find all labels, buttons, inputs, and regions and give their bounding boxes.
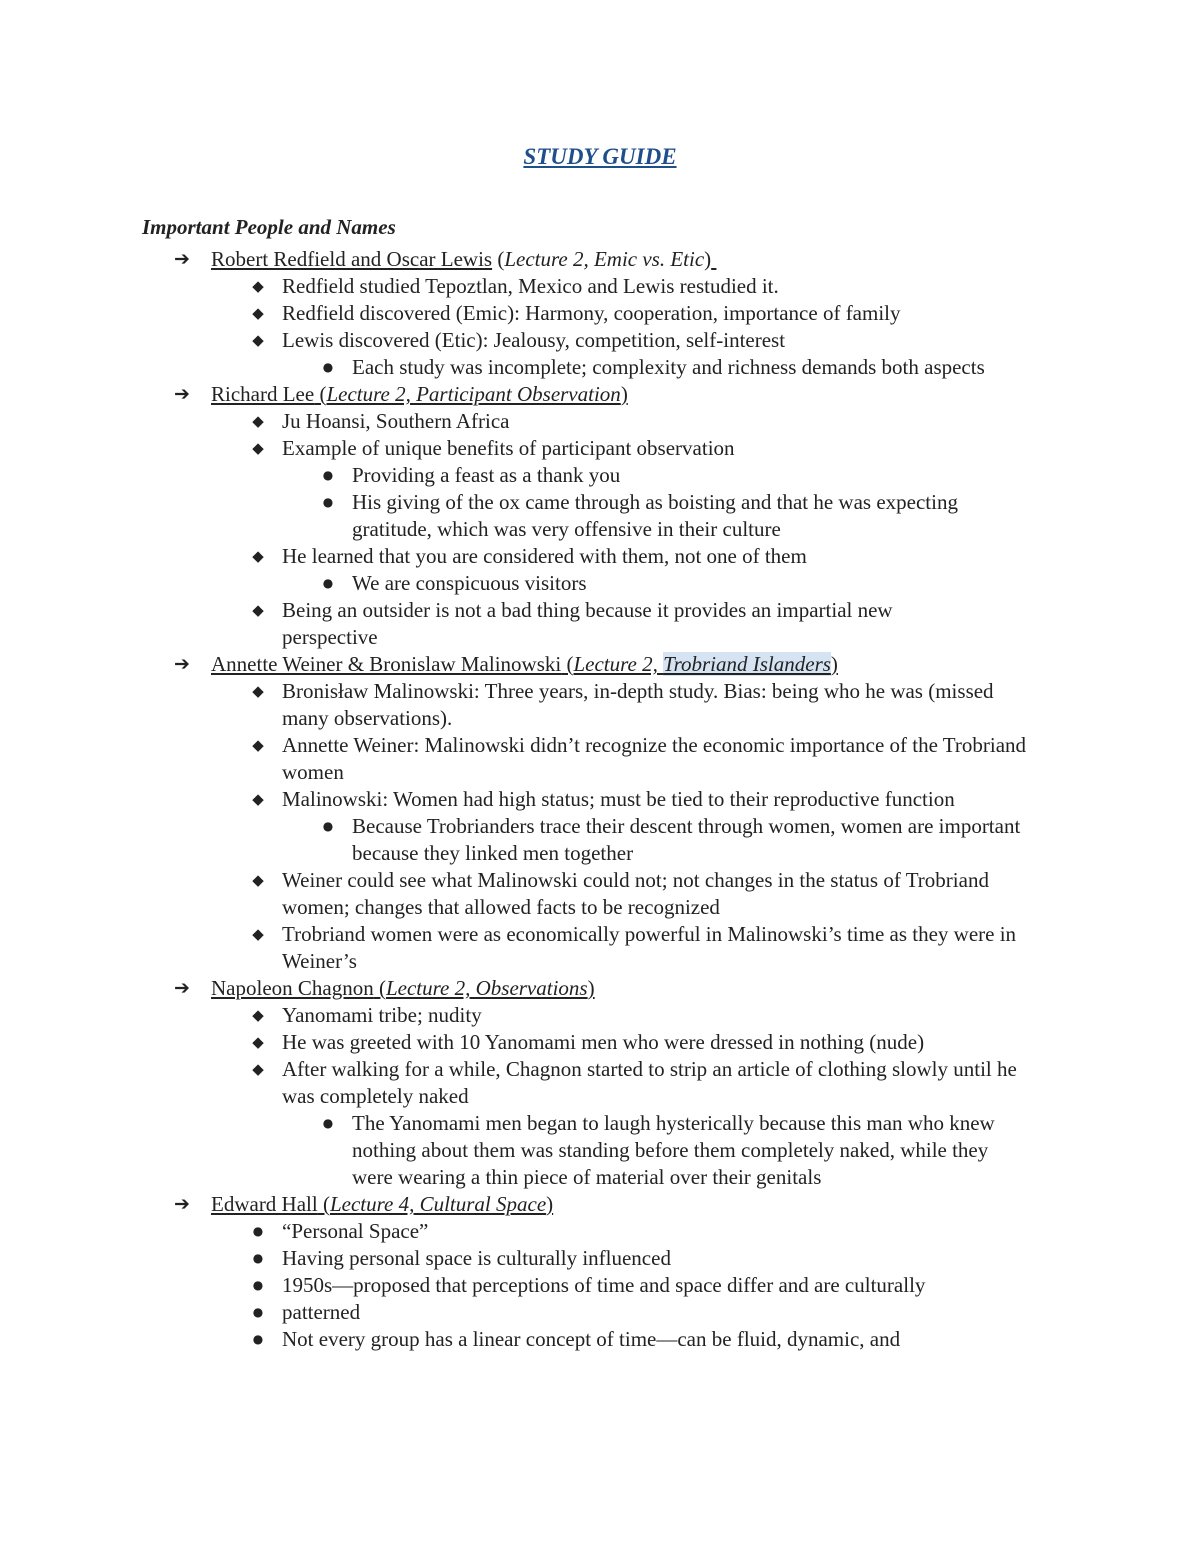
list-item: ◆ Redfield studied Tepoztlan, Mexico and Lewis restudied it. xyxy=(0,273,1200,300)
entry-name: Robert Redfield and Oscar Lewis xyxy=(211,247,493,271)
diamond-icon: ◆ xyxy=(252,925,264,943)
arrow-icon: ➔ xyxy=(174,248,190,270)
list-item: ◆ Lewis discovered (Etic): Jealousy, competition, self-interest xyxy=(0,327,1200,354)
lecture-reference: Trobriand Islanders xyxy=(663,652,831,676)
section-heading: Important People and Names xyxy=(142,215,396,239)
list-item: ● Providing a feast as a thank you xyxy=(0,462,1200,489)
entry-name: Edward Hall xyxy=(211,1192,318,1216)
diamond-icon: ◆ xyxy=(252,547,264,565)
entry-napoleon-chagnon: ➔ Napoleon Chagnon (Lecture 2, Observations) xyxy=(0,975,1200,1002)
entry-redfield-lewis: ➔ Robert Redfield and Oscar Lewis (Lecture 2, Emic vs. Etic) xyxy=(0,246,1200,273)
list-item: ● patterned xyxy=(0,1299,1200,1326)
list-item: ● “Personal Space” xyxy=(0,1218,1200,1245)
entry-name: Napoleon Chagnon xyxy=(211,976,374,1000)
diamond-icon: ◆ xyxy=(252,412,264,430)
arrow-icon: ➔ xyxy=(174,653,190,675)
list-item: ◆ Yanomami tribe; nudity xyxy=(0,1002,1200,1029)
diamond-icon: ◆ xyxy=(252,1006,264,1024)
list-item: ◆ Ju Hoansi, Southern Africa xyxy=(0,408,1200,435)
lecture-reference: Lecture 2, Observations xyxy=(385,976,588,1000)
list-item: ◆ Redfield discovered (Emic): Harmony, cooperation, importance of family xyxy=(0,300,1200,327)
list-item: ◆ Malinowski: Women had high status; must be tied to their reproductive function xyxy=(0,786,1200,813)
list-item: ● His giving of the ox came through as boisting and that he was expecting gratitude, which was very offensive in their culture xyxy=(0,489,1200,543)
bullet-icon: ● xyxy=(322,495,334,509)
lecture-reference: Lecture 2, Participant Observation xyxy=(326,382,621,406)
list-item: ● Having personal space is culturally influenced xyxy=(0,1245,1200,1272)
entry-name: Richard Lee xyxy=(211,382,315,406)
bullet-icon: ● xyxy=(322,468,334,482)
diamond-icon: ◆ xyxy=(252,331,264,349)
list-item: ● Not every group has a linear concept of time—can be fluid, dynamic, and xyxy=(0,1326,1200,1353)
document-title: STUDY GUIDE xyxy=(523,144,677,169)
lecture-reference: Lecture 4, Cultural Space xyxy=(329,1192,547,1216)
list-item: ◆ Annette Weiner: Malinowski didn’t recognize the economic importance of the Trobriand women xyxy=(0,732,1200,786)
list-item: ◆ He was greeted with 10 Yanomami men who were dressed in nothing (nude) xyxy=(0,1029,1200,1056)
bullet-icon: ● xyxy=(252,1278,264,1292)
list-item: ● Each study was incomplete; complexity and richness demands both aspects xyxy=(0,354,1200,381)
list-item: ● Because Trobrianders trace their descent through women, women are important because they linked men together xyxy=(0,813,1200,867)
list-item: ◆ Example of unique benefits of participant observation xyxy=(0,435,1200,462)
diamond-icon: ◆ xyxy=(252,304,264,322)
list-item: ◆ Trobriand women were as economically powerful in Malinowski’s time as they were in Weiner’s xyxy=(0,921,1200,975)
bullet-icon: ● xyxy=(252,1332,264,1346)
arrow-icon: ➔ xyxy=(174,977,190,999)
entry-weiner-malinowski: ➔ Annette Weiner & Bronislaw Malinowski (Lecture 2, Trobriand Islanders) xyxy=(0,651,1200,678)
diamond-icon: ◆ xyxy=(252,439,264,457)
bullet-icon: ● xyxy=(322,576,334,590)
list-item: ◆ Being an outsider is not a bad thing because it provides an impartial new perspective xyxy=(0,597,1200,651)
arrow-icon: ➔ xyxy=(174,1193,190,1215)
diamond-icon: ◆ xyxy=(252,682,264,700)
bullet-icon: ● xyxy=(252,1305,264,1319)
list-item: ◆ After walking for a while, Chagnon started to strip an article of clothing slowly until he was completely naked xyxy=(0,1056,1200,1110)
list-item: ◆ He learned that you are considered with them, not one of them xyxy=(0,543,1200,570)
diamond-icon: ◆ xyxy=(252,277,264,295)
list-item: ● We are conspicuous visitors xyxy=(0,570,1200,597)
diamond-icon: ◆ xyxy=(252,1060,264,1078)
people-list xyxy=(0,246,1200,1353)
arrow-icon: ➔ xyxy=(174,383,190,405)
entry-edward-hall: ➔ Edward Hall (Lecture 4, Cultural Space) xyxy=(0,1191,1200,1218)
bullet-icon: ● xyxy=(322,1116,334,1130)
lecture-reference: Lecture 2, Emic vs. Etic xyxy=(504,247,705,271)
list-item: ◆ Weiner could see what Malinowski could not; not changes in the status of Trobriand women; changes that allowed facts to be recognized xyxy=(0,867,1200,921)
diamond-icon: ◆ xyxy=(252,736,264,754)
diamond-icon: ◆ xyxy=(252,790,264,808)
diamond-icon: ◆ xyxy=(252,871,264,889)
bullet-icon: ● xyxy=(252,1224,264,1238)
diamond-icon: ◆ xyxy=(252,1033,264,1051)
entry-name: Annette Weiner & Bronislaw Malinowski xyxy=(211,652,562,676)
bullet-icon: ● xyxy=(252,1251,264,1265)
diamond-icon: ◆ xyxy=(252,601,264,619)
list-item: ● 1950s—proposed that perceptions of time and space differ and are culturally xyxy=(0,1272,1200,1299)
bullet-icon: ● xyxy=(322,819,334,833)
list-item: ● The Yanomami men began to laugh hysterically because this man who knew nothing about them was standing before them completely naked, while they were wearing a thin piece of material over their genitals xyxy=(0,1110,1200,1191)
list-item: ◆ Bronisław Malinowski: Three years, in-depth study. Bias: being who he was (missed many observations). xyxy=(0,678,1200,732)
bullet-icon: ● xyxy=(322,360,334,374)
entry-richard-lee: ➔ Richard Lee (Lecture 2, Participant Observation) xyxy=(0,381,1200,408)
